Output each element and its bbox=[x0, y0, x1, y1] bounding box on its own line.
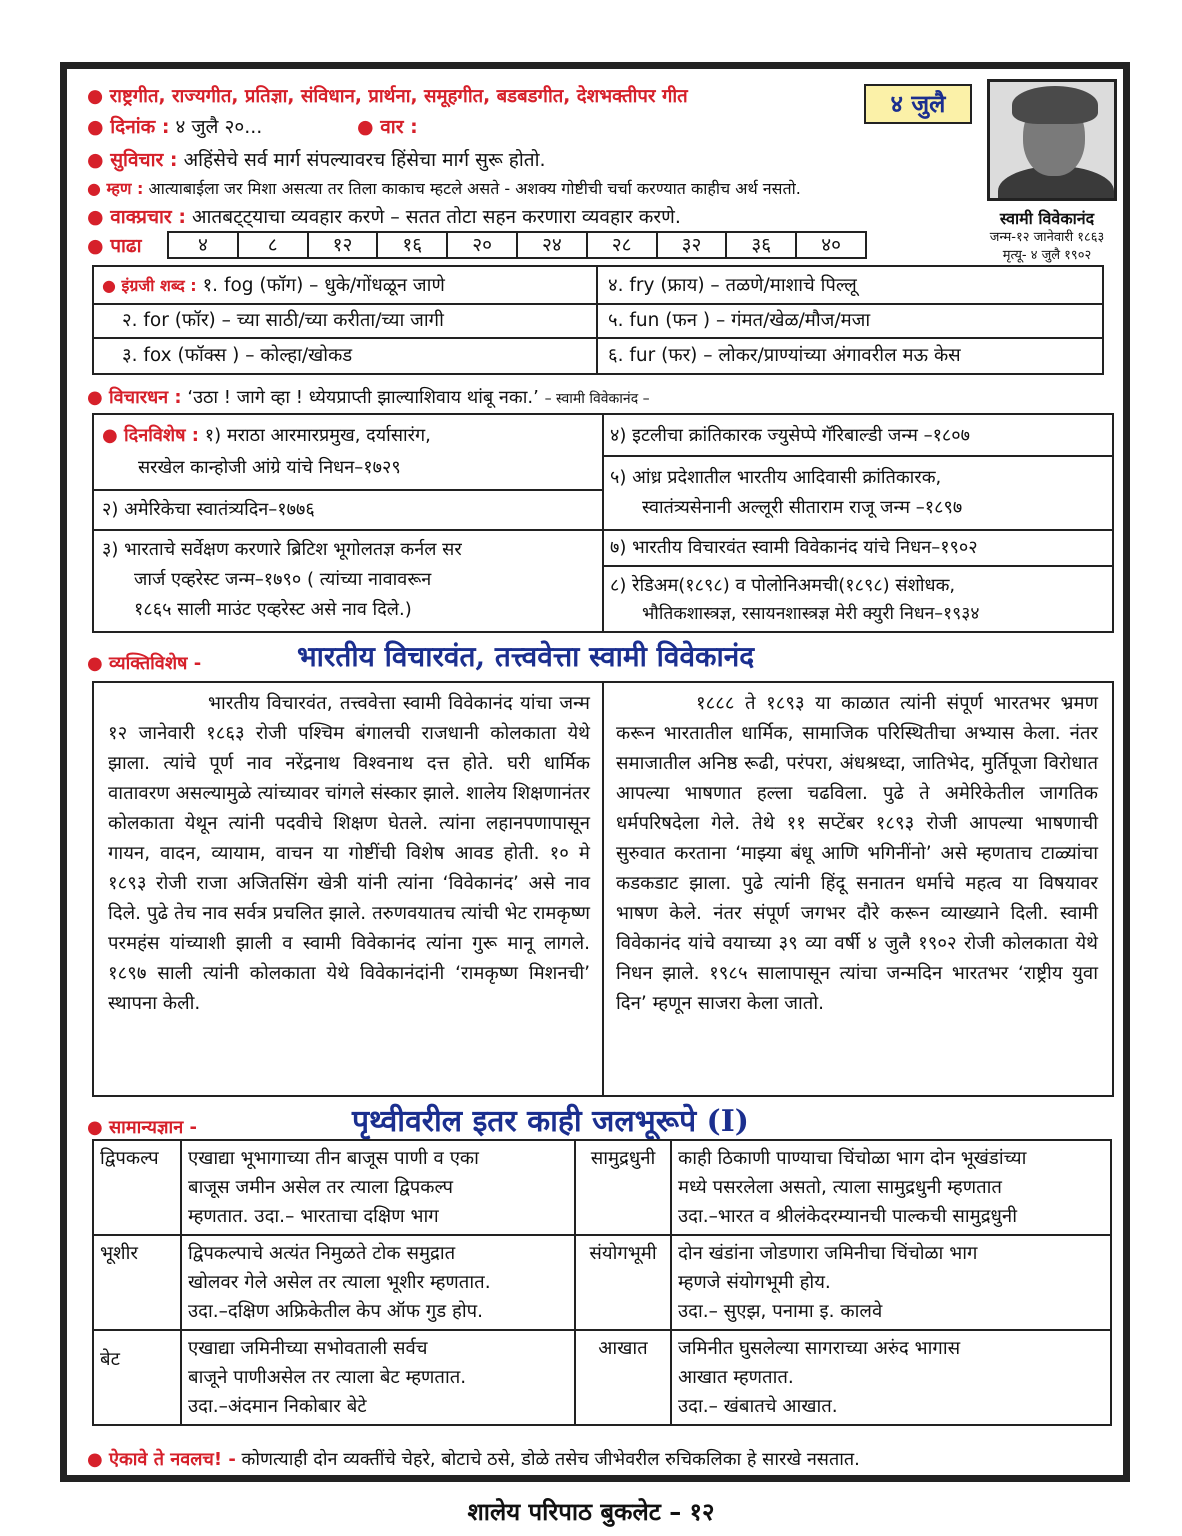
vakprachar-label-wrap: ● वाक्प्रचार : bbox=[87, 206, 186, 228]
definition-line: उदा.–भारत व श्रीलंकेदरम्यानची पाल्कची सामुद्रधुनी bbox=[678, 1206, 1017, 1227]
bullet-icon: ● bbox=[87, 86, 110, 107]
term-cell: आखात bbox=[575, 1330, 671, 1425]
portrait-death: मृत्यू- ४ जुलै १९०२ bbox=[1002, 248, 1092, 263]
portrait-name: स्वामी विवेकानंद bbox=[999, 209, 1095, 228]
definition-line: उदा.– खंबातचे आखात. bbox=[678, 1396, 838, 1417]
dinvishesh-item-1b: सरखेल कान्होजी आंग्रे यांचे निधन–१७२९ bbox=[138, 457, 401, 478]
dinvishesh-item-3b: जार्ज एव्हरेस्ट जन्म–१७९० ( त्यांच्या नावावरून bbox=[134, 569, 432, 590]
landform-table bbox=[92, 1139, 1112, 1426]
prayer-list: राष्ट्रगीत, राज्यगीत, प्रतिज्ञा, संविधान, प्रार्थना, समूहगीत, बडबडगीत, देशभक्तीपर गीत bbox=[109, 86, 688, 107]
definition-cell bbox=[671, 1330, 1111, 1425]
term-cell: सामुद्रधुनी bbox=[575, 1140, 671, 1235]
pada-cell: १६ bbox=[378, 233, 448, 257]
portrait-birth: जन्म-१२ जानेवारी १८६३ bbox=[989, 230, 1105, 245]
portrait-photo bbox=[987, 79, 1117, 201]
english-word-6: ६. fur (फर) – लोकर/प्राण्यांच्या अंगावरील मऊ केस bbox=[608, 345, 961, 366]
date-badge: ४ जुलै bbox=[864, 84, 972, 124]
dinvishesh-text: १) मराठा आरमारप्रमुख, दर्यासारंग, bbox=[204, 425, 431, 446]
divider bbox=[602, 529, 1112, 531]
page-frame bbox=[60, 62, 1130, 1482]
dinvishesh-item-7: ७) भारतीय विचारवंत स्वामी विवेकानंद यांचे निधन–१९०२ bbox=[610, 537, 978, 558]
definition-line: म्हणतात. उदा.– भारताचा दक्षिण भाग bbox=[188, 1206, 439, 1227]
portrait-turban-shape bbox=[1012, 86, 1098, 124]
definition-line: दोन खंडांना जोडणारा जमिनीचा चिंचोळा भाग bbox=[678, 1243, 978, 1264]
date-label-wrap: ● दिनांक : bbox=[87, 116, 170, 138]
vyaktivishesh-box bbox=[92, 681, 1114, 1097]
definition-line: उदा.– सुएझ, पनामा इ. कालवे bbox=[678, 1301, 883, 1322]
divider bbox=[94, 489, 602, 491]
definition-line: जमिनीत घुसलेल्या सागराच्या अरुंद भागास bbox=[678, 1338, 961, 1359]
divider bbox=[602, 683, 604, 1095]
prayer-line bbox=[87, 83, 688, 108]
dinvishesh-label-wrap: ● दिनविशेष : bbox=[102, 425, 199, 446]
vyaktivishesh-label-bullet: ● व्यक्तिविशेष - bbox=[87, 653, 202, 674]
vichardhan-label: विचारधन : bbox=[108, 387, 182, 408]
divider bbox=[94, 529, 602, 531]
definition-cell bbox=[671, 1140, 1111, 1235]
mhan-line bbox=[87, 177, 801, 199]
date-value: ४ जुलै २०... bbox=[175, 116, 263, 138]
vyaktivishesh-label-wrap bbox=[87, 651, 201, 675]
pada-label: पाढा bbox=[110, 235, 142, 257]
english-word-1 bbox=[102, 272, 445, 297]
definition-line: द्विपकल्पाचे अत्यंत निमुळते टोक समुद्रात bbox=[188, 1243, 456, 1264]
divider bbox=[602, 455, 1112, 457]
page-footer: शालेय परिपाठ बुकलेट – १२ bbox=[467, 1498, 715, 1526]
definition-line: म्हणजे संयोगभूमी होय. bbox=[678, 1272, 831, 1293]
dinvishesh-item-3c: १८६५ साली माउंट एव्हरेस्ट असे नाव दिले.) bbox=[134, 599, 412, 620]
samanyadnyan-title: पृथ्वीवरील इतर काही जलभूरूपे (I) bbox=[352, 1104, 749, 1139]
dinvishesh-label: दिनविशेष : bbox=[123, 425, 199, 446]
dinvishesh-item-5a: ५) आंध्र प्रदेशातील भारतीय आदिवासी क्रांतिकारक, bbox=[610, 467, 942, 488]
pada-cell: ८ bbox=[239, 233, 309, 257]
definition-line: मध्ये पसरलेला असतो, त्याला सामुद्रधुनी म्हणतात bbox=[678, 1177, 1002, 1198]
mhan-label: म्हण : bbox=[106, 179, 144, 198]
dinvishesh-item-8a: ८) रेडिअम(१८९८) व पोलोनिअमची(१८९८) संशोधक, bbox=[610, 575, 956, 596]
divider bbox=[602, 415, 604, 631]
pada-cell: २४ bbox=[518, 233, 588, 257]
dinvishesh-item-5b: स्वातंत्र्यसेनानी अल्लूरी सीताराम राजू जन्म –१८९७ bbox=[642, 497, 963, 518]
english-words-box bbox=[92, 265, 1104, 375]
pada-cell: २० bbox=[448, 233, 518, 257]
english-word-4: ४. fry (फ्राय) – तळणे/माशाचे पिल्लू bbox=[608, 275, 857, 296]
table-row bbox=[93, 1235, 1111, 1330]
divider bbox=[602, 565, 1112, 567]
english-words-label: इंग्रजी शब्द : bbox=[121, 276, 197, 295]
definition-line: काही ठिकाणी पाण्याचा चिंचोळा भाग दोन भूखंडांच्या bbox=[678, 1148, 1027, 1169]
vakprachar-label: वाक्प्रचार : bbox=[110, 206, 186, 228]
english-word-5: ५. fun (फन ) – गंमत/खेळ/मौज/मजा bbox=[608, 310, 871, 331]
dinvishesh-box bbox=[92, 413, 1114, 633]
term-cell: भूशीर bbox=[93, 1235, 181, 1330]
dinvishesh-item-4: ४) इटलीचा क्रांतिकारक ज्युसेप्पे गॅरिबाल्डी जन्म –१८०७ bbox=[610, 425, 971, 446]
definition-line: उदा.–दक्षिण अफ्रिकेतील केप ऑफ गुड होप. bbox=[188, 1301, 484, 1322]
divider bbox=[596, 267, 598, 373]
aikave-label: ऐकावे ते नवलच! - bbox=[108, 1449, 236, 1470]
vyaktivishesh-title: भारतीय विचारवंत, तत्त्ववेत्ता स्वामी विवेकानंद bbox=[297, 640, 755, 673]
definition-line: उदा.–अंदमान निकोबार बेटे bbox=[188, 1396, 367, 1417]
samanyadnyan-label: सामान्यज्ञान - bbox=[108, 1117, 197, 1138]
pada-cell: ४० bbox=[821, 234, 841, 256]
vichardhan-label-wrap: ● विचारधन : bbox=[87, 387, 182, 408]
english-words-label-wrap: ● इंग्रजी शब्द : bbox=[102, 276, 197, 295]
aikave-text: कोणत्याही दोन व्यक्तींचे चेहरे, बोटाचे ठसे, डोळे तसेच जीभेवरील रुचिकलिका हे सारखे नसतात. bbox=[241, 1449, 860, 1470]
var-label-wrap: ● वार : bbox=[357, 116, 418, 138]
pada-table bbox=[167, 231, 867, 259]
definition-line: बाजूने पाणीअसेल तर त्याला बेट म्हणतात. bbox=[188, 1367, 467, 1388]
definition-cell bbox=[181, 1235, 575, 1330]
vichardhan-line bbox=[87, 385, 650, 409]
definition-cell bbox=[181, 1330, 575, 1425]
suvichar-text: अहिंसेचे सर्व मार्ग संपल्यावरच हिंसेचा मार्ग सुरू होतो. bbox=[183, 149, 546, 171]
table-row bbox=[93, 1140, 1111, 1235]
english-word-3: ३. fox (फॉक्स ) – कोल्हा/खोकड bbox=[122, 345, 353, 366]
vichardhan-text: ‘उठा ! जागे व्हा ! ध्येयप्राप्ती झाल्याशिवाय थांबू नका.’ bbox=[187, 387, 539, 408]
dinvishesh-item-1a bbox=[102, 423, 431, 447]
vyaktivishesh-right-paragraph: १८८८ ते १८९३ या काळात त्यांनी संपूर्ण भारतभर भ्रमण करून भारतातील धार्मिक, सामाजिक परिस्थितीचा अभ्यास केला. नंतर समाजातील अनिष्ठ रूढी, परंपरा, अंधश्रध्दा, जातिभेद, मुर्तिपूजा विरोधात आपल्या भाषणात हल्ला चढविला. पुढे ते अमेरिकेतील जागतिक धर्मपरिषदेला गेले. तेथे ११ सप्टेंबर १८९३ रोजी आपल्या भाषणाची सुरुवात करताना ‘माझ्या बंधू आणि भगिनींनो’ असे म्हणताच टाळ्यांचा कडकडाट झाला. पुढे त्यांनी हिंदू सनातन धर्माचे महत्व या विषयावर भाषण केले. नंतर संपूर्ण जगभर दौरे करून व्याख्याने दिली. स्वामी विवेकानंद यांचे वयाच्या ३९ व्या वर्षी ४ जुलै १९०२ रोजी कोलकाता येथे निधन झाले. १९८५ सालापासून त्यांचा जन्मदिन भारतभर ‘राष्ट्रीय युवा दिन’ म्हणून साजरा केला जातो. bbox=[616, 693, 1098, 1014]
definition-line: बाजूस जमीन असेल तर त्याला द्विपकल्प bbox=[188, 1177, 453, 1198]
pada-label-wrap: ● पाढा bbox=[87, 235, 142, 257]
dinvishesh-item-8b: भौतिकशास्त्रज्ञ, रसायनशास्त्रज्ञ मेरी क्युरी निधन–१९३४ bbox=[642, 604, 980, 624]
date-label: दिनांक : bbox=[110, 116, 170, 138]
divider bbox=[94, 303, 1102, 305]
pada-cell: २८ bbox=[588, 233, 658, 257]
divider bbox=[94, 337, 1102, 339]
table-row bbox=[93, 1330, 1111, 1425]
pada-cell: ३६ bbox=[727, 233, 797, 257]
definition-cell bbox=[181, 1140, 575, 1235]
pada-cell: १२ bbox=[309, 233, 379, 257]
suvichar-line bbox=[87, 146, 546, 172]
dinvishesh-item-2: २) अमेरिकेचा स्वातंत्र्यदिन–१७७६ bbox=[102, 499, 315, 520]
mhan-text: आत्याबाईला जर मिशा असत्या तर तिला काकाच म्हटले असते - अशक्य गोष्टीची चर्चा करण्यात काहीच अर्थ नसतो. bbox=[148, 179, 801, 198]
suvichar-label: सुविचार : bbox=[110, 149, 178, 171]
dinvishesh-item-3a: ३) भारताचे सर्वेक्षण करणारे ब्रिटिश भूगोलतज्ञ कर्नल सर bbox=[102, 539, 462, 560]
mhan-label-wrap: ● म्हण : bbox=[87, 179, 144, 198]
aikave-label-wrap: ● ऐकावे ते नवलच! - bbox=[87, 1449, 236, 1470]
english-word-text: १. fog (फॉग) – धुके/गोंधळून जाणे bbox=[202, 275, 445, 296]
vakprachar-line bbox=[87, 203, 681, 229]
var-label: वार : bbox=[380, 116, 418, 138]
term-cell: बेट bbox=[93, 1330, 181, 1425]
definition-line: एखाद्या भूभागाच्या तीन बाजूस पाणी व एका bbox=[188, 1148, 479, 1169]
vakprachar-text: आतबट्ट्याचा व्यवहार करणे – सतत तोटा सहन करणारा व्यवहार करणे. bbox=[191, 206, 681, 228]
term-cell: संयोगभूमी bbox=[575, 1235, 671, 1330]
vyaktivishesh-label: व्यक्तिविशेष - bbox=[108, 653, 202, 674]
term-cell: द्विपकल्प bbox=[93, 1140, 181, 1235]
date-line bbox=[87, 113, 262, 139]
definition-line: खोलवर गेले असेल तर त्याला भूशीर म्हणतात. bbox=[188, 1272, 491, 1293]
definition-cell bbox=[671, 1235, 1111, 1330]
vichardhan-author: – स्वामी विवेकानंद – bbox=[544, 391, 650, 407]
pada-cell: ३२ bbox=[658, 233, 728, 257]
samanyadnyan-label-wrap bbox=[87, 1115, 197, 1139]
definition-line: एखाद्या जमिनीच्या सभोवताली सर्वच bbox=[188, 1338, 428, 1359]
pada-cell: ४ bbox=[169, 233, 239, 257]
vyaktivishesh-left-paragraph: भारतीय विचारवंत, तत्त्ववेत्ता स्वामी विवेकानंद यांचा जन्म १२ जानेवारी १८६३ रोजी पश्चिम बंगालची राजधानी कोलकाता येथे झाला. त्यांचे पूर्ण नाव नरेंद्रनाथ विश्वनाथ दत्त होते. घरी धार्मिक वातावरण असल्यामुळे त्यांच्यावर चांगले संस्कार झाले. शालेय शिक्षणानंतर कोलकाता येथून त्यांनी पदवीचे शिक्षण घेतले. त्यांना लहानपणापासून गायन, वादन, व्यायाम, वाचन या गोष्टींची विशेष आवड होती. १० मे १८९३ रोजी राजा अजितसिंग खेत्री यांनी त्यांना ‘विवेकानंद’ असे नाव दिले. पुढे तेच नाव सर्वत्र प्रचलित झाले. तरुणवयातच त्यांची भेट रामकृष्ण परमहंस यांच्याशी झाली व स्वामी विवेकानंद त्यांना गुरू मानू लागले. १८९७ साली त्यांनी कोलकाता येथे विवेकानंदांनी ‘रामकृष्ण मिशनची’ स्थापना केली. bbox=[108, 693, 590, 1014]
definition-line: आखात म्हणतात. bbox=[678, 1367, 794, 1388]
suvichar-label-wrap: ● सुविचार : bbox=[87, 149, 178, 171]
samanyadnyan-label-bullet: ● सामान्यज्ञान - bbox=[87, 1117, 197, 1138]
aikave-line bbox=[87, 1447, 860, 1471]
english-word-2: २. for (फॉर) – च्या साठी/च्या करीता/च्या जागी bbox=[122, 310, 444, 331]
